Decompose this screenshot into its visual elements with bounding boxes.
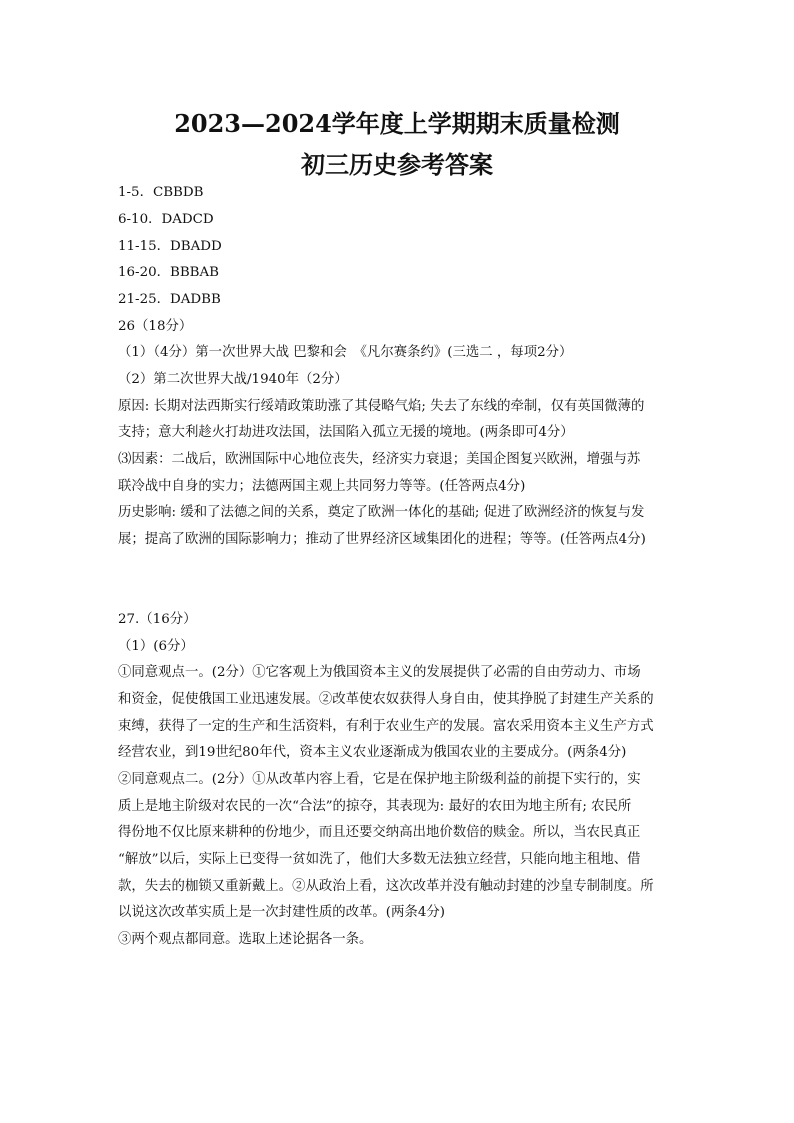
q26-factor-line2: 联冷战中自身的实力；法德两国主观上共同努力等等。(任答两点4分) [118, 479, 526, 494]
q26-header: 26（18分） [118, 319, 193, 334]
answer-row-21-25: 21-25．DADBB [118, 292, 221, 307]
q26-impact-line1: 历史影响: 缓和了法德之间的关系，奠定了欧洲一体化的基础; 促进了欧洲经济的恢复与发 [118, 505, 645, 520]
document-subtitle: 初三历史参考答案 [301, 150, 493, 179]
q27-header: 27.（16分） [118, 612, 197, 627]
q26-part1: （1）（4分）第一次世界大战 巴黎和会 《凡尔赛条约》(三选二 ，每项2分） [118, 345, 573, 360]
answer-row-11-15: 11-15．DBADD [118, 239, 222, 254]
q27-view1-line3: 束缚，获得了一定的生产和生活资料，有利于农业生产的发展。富农采用资本主义生产方式 [118, 719, 654, 734]
document-title: 2023—2024学年度上学期期末质量检测 [174, 109, 620, 138]
q27-view2-line5: 款，失去的枷锁又重新戴上。②从政治上看，这次改革并没有触动封建的沙皇专制制度。所 [118, 879, 654, 894]
q27-view3-line: ③两个观点都同意。选取上述论据各一条。 [118, 932, 373, 947]
q26-reason-line1: 原因: 长期对法西斯实行绥靖政策助涨了其侵略气焰; 失去了东线的牵制，仅有英国微薄的 [118, 399, 645, 414]
q27-view2-line3: 得份地不仅比原来耕种的份地少，而且还要交纳高出地价数倍的赎金。所以，当农民真正 [118, 825, 641, 840]
q27-view2-line6: 以说这次改革实质上是一次封建性质的改革。(两条4分) [118, 905, 445, 920]
q27-view1-line1: ①同意观点一。(2分）①它客观上为俄国资本主义的发展提供了必需的自由劳动力、市场 [118, 665, 641, 680]
q27-part1-header: （1）(6分） [118, 639, 194, 654]
q27-view2-line4: “解放”以后，实际上已变得一贫如洗了，他们大多数无法独立经营，只能向地主租地、借 [118, 852, 641, 867]
q26-impact-line2: 展；提高了欧洲的国际影响力；推动了世界经济区域集团化的进程；等等。(任答两点4分) [118, 532, 646, 547]
q27-view1-line2: 和资金，促使俄国工业迅速发展。②改革使农奴获得人身自由，使其挣脱了封建生产关系的 [118, 692, 654, 707]
answer-row-16-20: 16-20．BBBAB [118, 265, 220, 280]
q27-view2-line1: ②同意观点二。(2分）①从改革内容上看，它是在保护地主阶级利益的前提下实行的，实 [118, 772, 641, 787]
answer-row-1-5: 1-5．CBBDB [118, 185, 204, 200]
q26-part2: （2）第二次世界大战/1940年（2分） [118, 372, 348, 387]
q27-view1-line4: 经营农业，到19世纪80年代，资本主义农业逐渐成为俄国农业的主要成分。(两条4分) [118, 745, 627, 760]
q26-reason-line2: 支持；意大利趁火打劫进攻法国，法国陷入孤立无援的境地。(两条即可4分） [118, 425, 574, 440]
q26-factor-line1: ⑶因素：二战后，欧洲国际中心地位丧失，经济实力衰退；美国企图复兴欧洲，增强与苏 [118, 452, 641, 467]
answer-row-6-10: 6-10．DADCD [118, 212, 214, 227]
q27-view2-line2: 质上是地主阶级对农民的一次“合法”的掠夺，其表现为: 最好的农田为地主所有; 农民所 [118, 799, 632, 814]
